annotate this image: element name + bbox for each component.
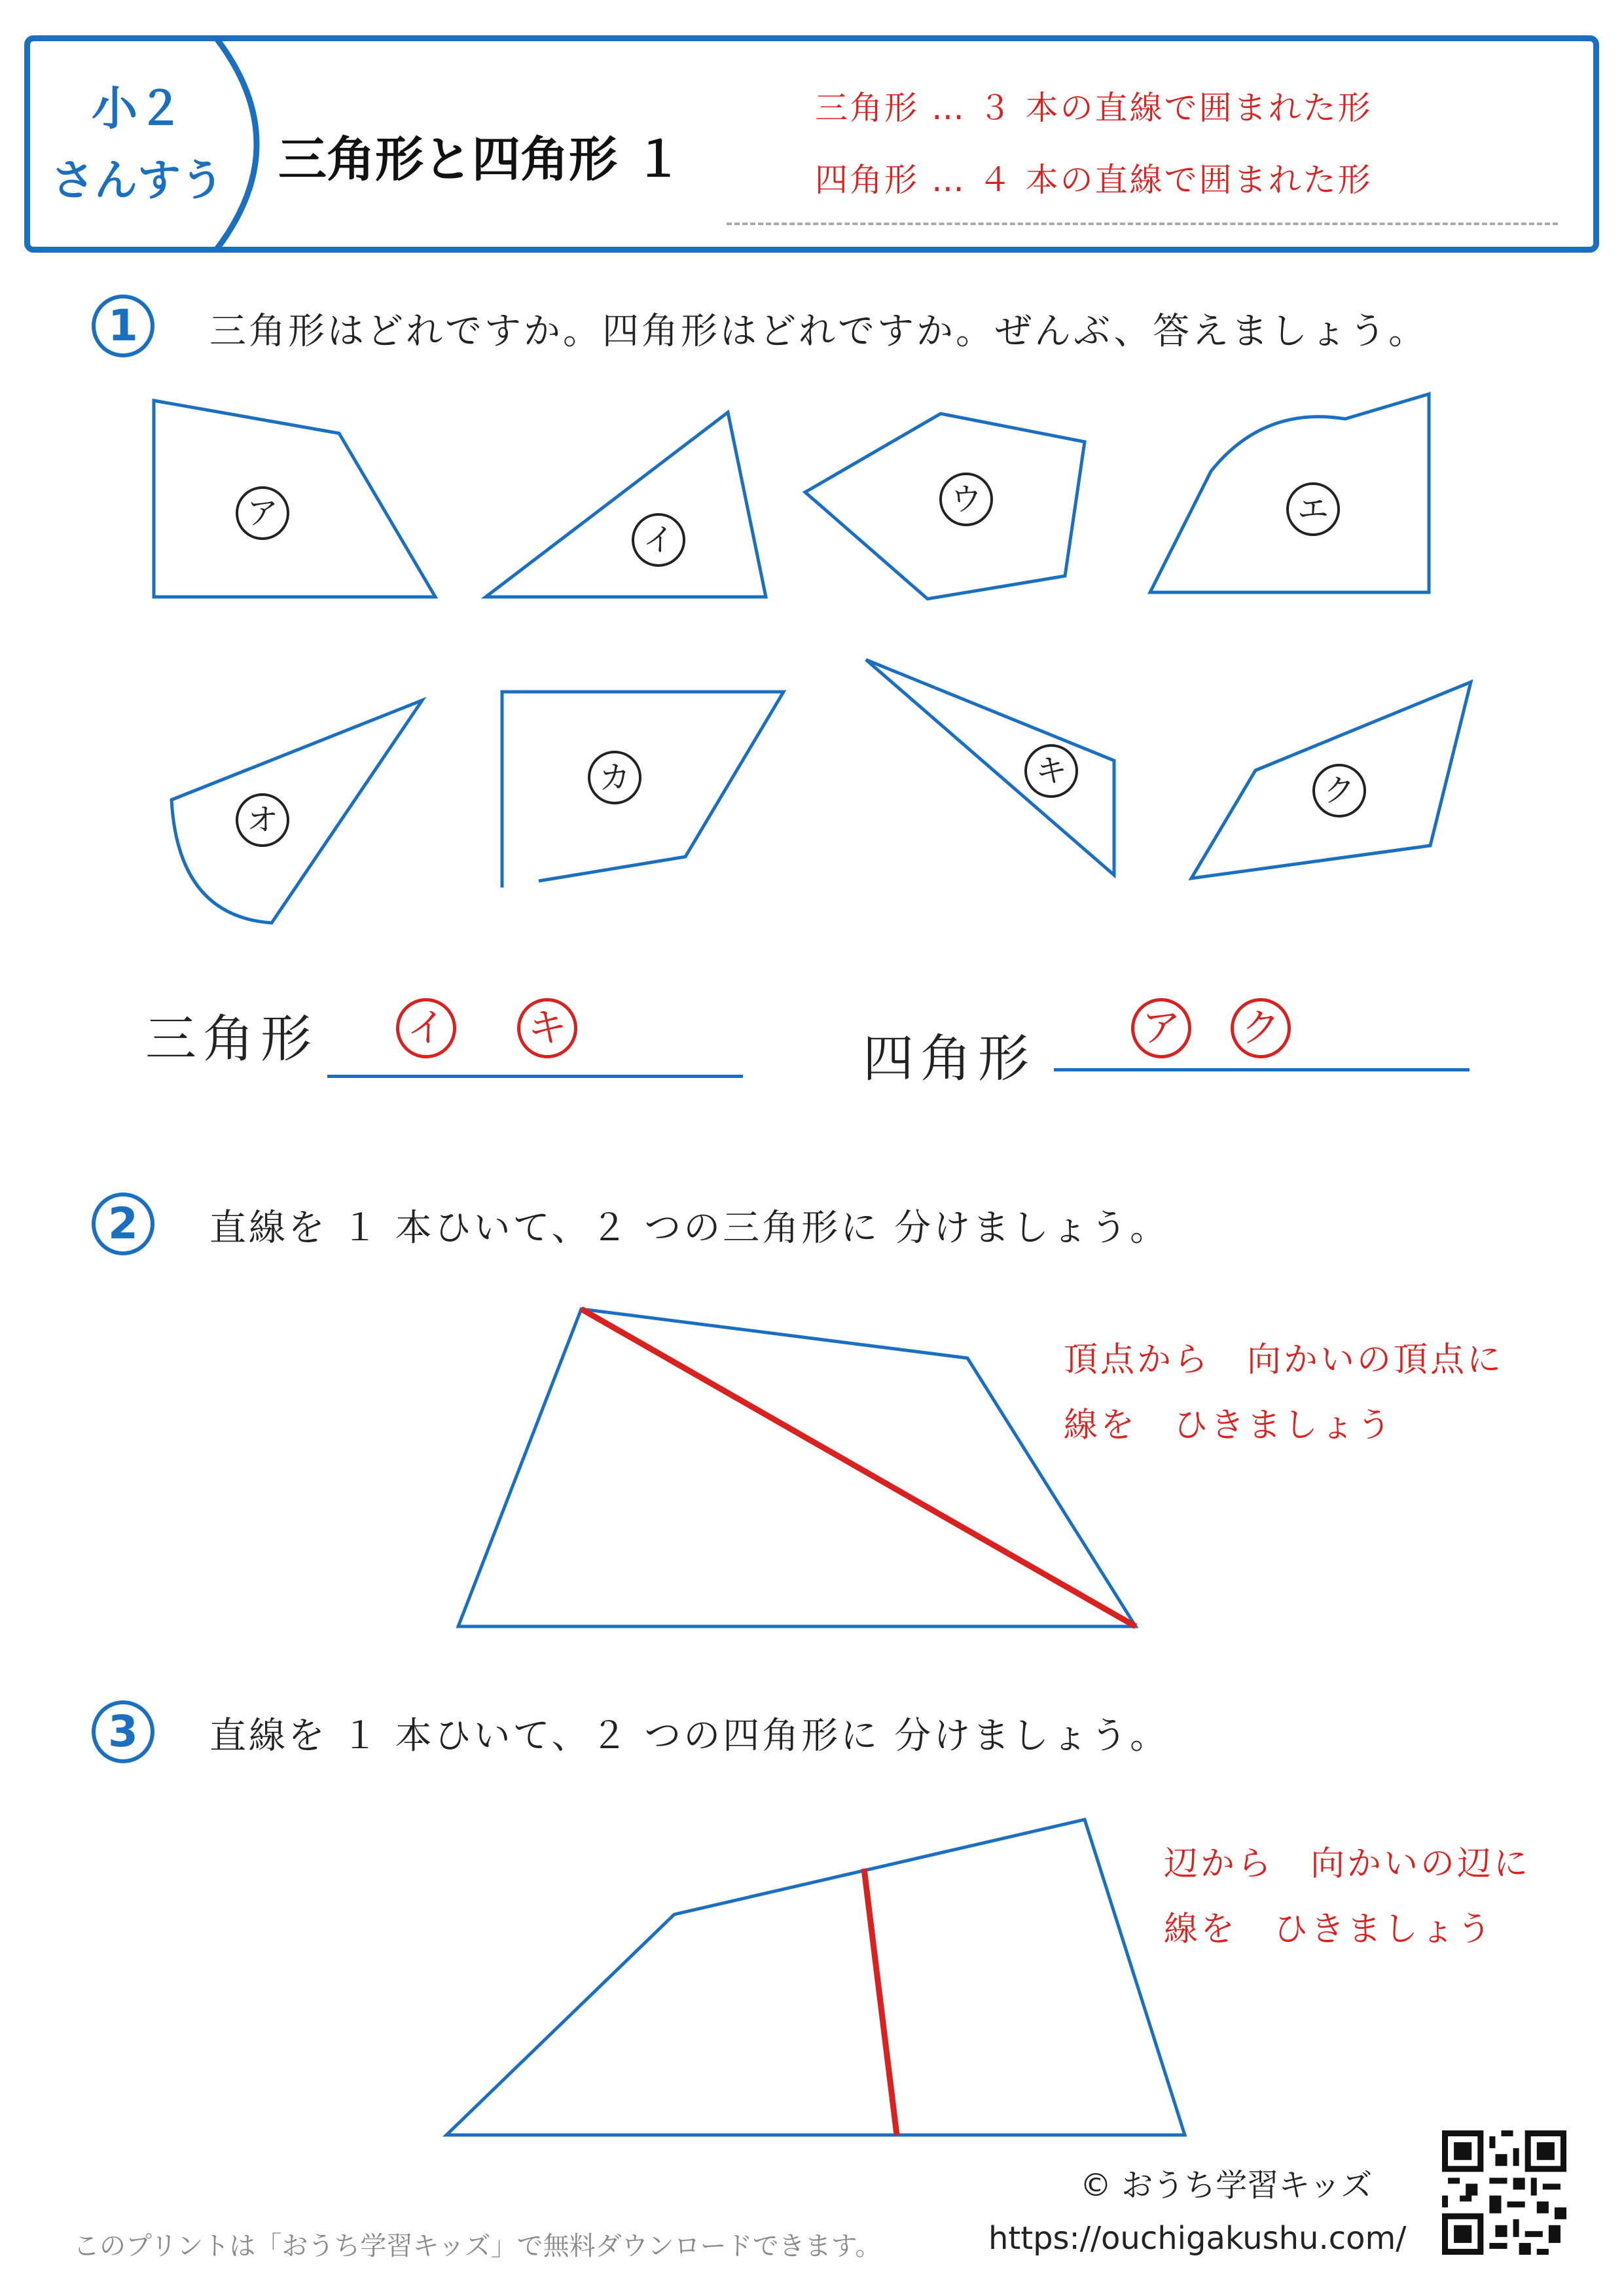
qr-code-icon bbox=[1442, 2130, 1566, 2255]
quad-answer-label: 四角形 bbox=[863, 1030, 1036, 1088]
q3-hint-line-2: 線を ひきましょう bbox=[1164, 1910, 1494, 1949]
shape-label-ku: ク bbox=[1312, 764, 1366, 817]
footer-note: このプリントは「おうち学習キッズ」で無料ダウンロードできます。 bbox=[73, 2231, 882, 2261]
question-2-number: 2 bbox=[92, 1193, 154, 1255]
shape-label-ka: カ bbox=[588, 751, 641, 804]
shape-label-e: エ bbox=[1286, 482, 1340, 536]
shape-label-a: ア bbox=[236, 486, 289, 540]
triangle-answer-label: 三角形 bbox=[145, 1010, 319, 1069]
footer-url-link[interactable]: https://ouchigakushu.com/ bbox=[988, 2220, 1407, 2257]
shape-label-o: オ bbox=[236, 793, 289, 847]
question-1-number: 1 bbox=[92, 295, 154, 357]
shape-e bbox=[1150, 394, 1429, 592]
definition-triangle: 三角形 … ３ 本の直線で囲まれた形 bbox=[815, 89, 1373, 127]
shape-label-i: イ bbox=[632, 513, 685, 567]
question-3-text: 直線を １ 本ひいて、２ つの四角形に 分けましょう。 bbox=[209, 1715, 1170, 1757]
subject-label: さんすう bbox=[51, 155, 224, 206]
question-1-text: 三角形はどれですか。四角形はどれですか。ぜんぶ、答えましょう。 bbox=[209, 310, 1428, 353]
q2-answer-line bbox=[581, 1309, 1136, 1626]
shape-label-ki: キ bbox=[1024, 744, 1078, 798]
triangle-answer-2: キ bbox=[517, 998, 577, 1058]
grade-label: 小２ bbox=[92, 82, 183, 135]
question-3-number: 3 bbox=[92, 1700, 154, 1763]
footer-copyright: © おうち学習キッズ bbox=[1080, 2167, 1373, 2204]
quad-answer-1: ア bbox=[1131, 998, 1191, 1058]
q2-quadrilateral bbox=[458, 1309, 1136, 1626]
shape-label-u: ウ bbox=[939, 473, 993, 526]
q3-answer-line bbox=[864, 1869, 897, 2135]
definition-quadrilateral: 四角形 … ４ 本の直線で囲まれた形 bbox=[815, 161, 1373, 199]
q3-hint-line-1: 辺から 向かいの辺に bbox=[1164, 1844, 1531, 1884]
quad-answer-2: ク bbox=[1231, 998, 1291, 1058]
q2-hint-line-1: 頂点から 向かいの頂点に bbox=[1064, 1340, 1504, 1380]
triangle-answer-1: イ bbox=[396, 998, 456, 1058]
shape-i bbox=[486, 412, 766, 597]
question-2-text: 直線を １ 本ひいて、２ つの三角形に 分けましょう。 bbox=[209, 1207, 1170, 1249]
shape-o bbox=[171, 700, 422, 923]
quad-answer-line[interactable] bbox=[1054, 1068, 1470, 1071]
q2-hint-line-2: 線を ひきましょう bbox=[1064, 1406, 1394, 1445]
triangle-answer-line[interactable] bbox=[327, 1075, 743, 1078]
shape-ka-part1 bbox=[502, 692, 784, 888]
page-title: 三角形と四角形 １ bbox=[278, 132, 683, 188]
q3-quadrilateral bbox=[446, 1820, 1185, 2135]
shape-a bbox=[154, 401, 435, 597]
